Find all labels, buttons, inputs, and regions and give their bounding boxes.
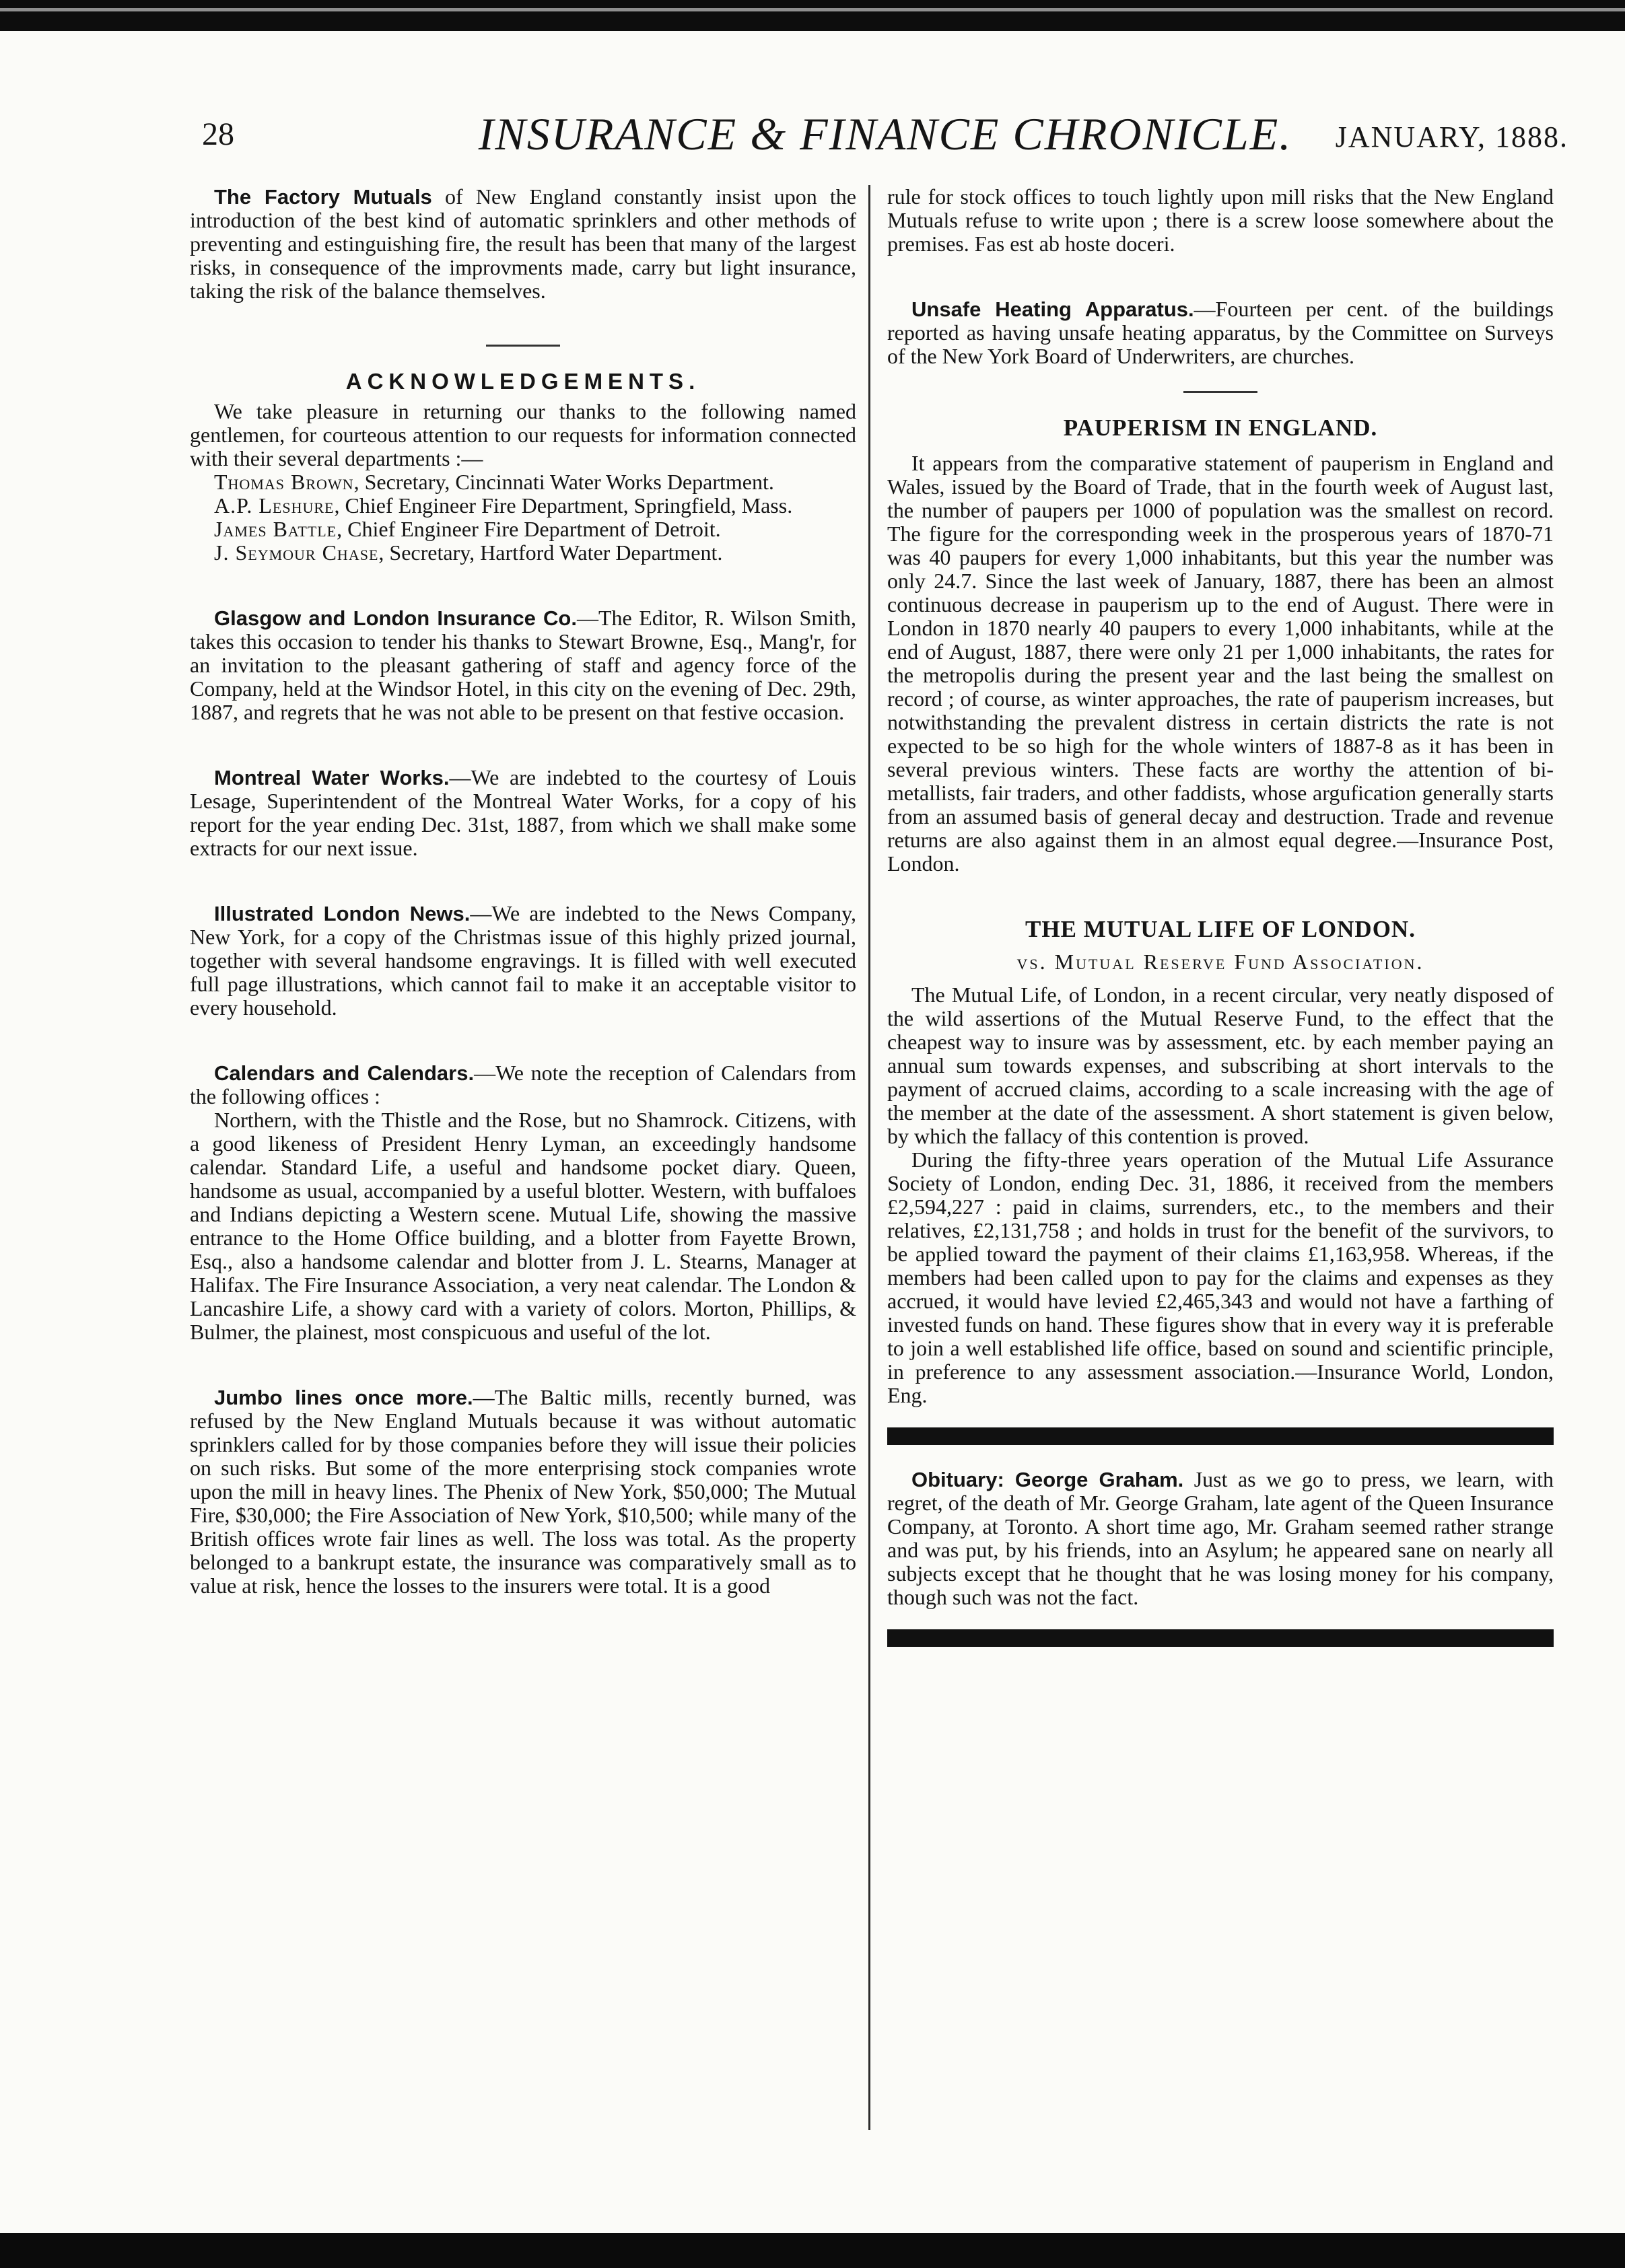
ack-name: A.P. Leshure — [214, 493, 335, 518]
pauperism-text: It appears from the comparative statement of pauperism in England and Wales, issued by the Board of Trade, that in the fourth week of August last, the number of paupers per 1000 of population was the smallest on record. The figure for the corresponding week in the prosperous years of 1870-71 was 40 paupers for every 1,000 inhabitants, but this year the number was only 24.7. Since the last week of January, 1887, there has been an almost continuous decrease in pauperism up to the end of August. There were in London in 1870 nearly 40 paupers to every 1,000 inhabitants, while at the end of August, 1887, there were only 21 per 1,000 inhabitants, the rates for the metropolis during the present year and the last being the smallest on record ; of course, as winter approaches, the rate of pauperism increases, but notwithstanding the prevalent distress in certain districts the rate is not expected to be so high for the whole winters of 1887-8 as it has been in several previous winters. These facts are worthy the attention of bi-metallists, fair traders, and other faddists, whose argufication generally starts from an assumed basis of general decay and destruction. Trade and revenue returns are also against them in an almost equal degree.—Insurance Post, London. — [887, 451, 1554, 876]
ack-name: J. Seymour Chase — [214, 540, 379, 565]
calendars-text: —We note the reception of Calendars from the following offices : — [190, 1061, 857, 1108]
glasgow-lead: Glasgow and London Insurance Co. — [214, 606, 577, 630]
glasgow-paragraph — [190, 606, 856, 724]
ack-item — [190, 518, 856, 541]
factory-mutuals-paragraph — [190, 185, 856, 303]
calendars-paragraph — [190, 1061, 856, 1108]
page-number: 28 — [202, 116, 234, 152]
obituary-lead: Obituary: George Graham. — [911, 1468, 1184, 1491]
mutual-life-paragraph-1: The Mutual Life, of London, in a recent circular, very neatly disposed of the wild assertions of the Mutual Reserve Fund, to the effect that the cheapest way to insure was by assessment, etc. by each member paying an annual sum towards expenses, and subscribing at short intervals to the payment of accrued claims, according to a scale increasing with the age of the member at the date of the assessment. A short statement is given below, by which the fallacy of this contention is proved. — [887, 983, 1554, 1148]
top-border-bar — [0, 0, 1625, 31]
illustrated-news-lead: Illustrated London News. — [214, 902, 471, 925]
column-divider — [868, 185, 870, 2130]
calendars-list: Northern, with the Thistle and the Rose, but no Shamrock. Citizens, with a good likeness of President Henry Lyman, an exceedingly handsome calendar. Standard Life, a useful and handsome pocket diary. Queen, handsome as usual, accompanied by a useful blotter. Western, with buffaloes and Indians depicting a Western scene. Mutual Life, showing the massive entrance to the Home Office building, and a blotter from Fayette Brown, Esq., also a handsome calendar and blotter from J. L. Stearns, Manager at Halifax. The Fire Insurance Association, a very neat calendar. The London & Lancashire Life, a showy card with a variety of colors. Morton, Phillips, & Bulmer, the plainest, most conspicuous and useful of the lot. — [190, 1108, 856, 1344]
black-rule — [887, 1427, 1554, 1445]
bottom-border-bar — [0, 2233, 1625, 2268]
ack-text: , Secretary, Cincinnati Water Works Department. — [353, 470, 774, 494]
mutual-life-subheading: vs. Mutual Reserve Fund Association. — [1016, 950, 1424, 974]
unsafe-heating-text: —Fourteen per cent. of the buildings reported as having unsafe heating apparatus, by the Committee on Surveys of the New York Board of Underwriters, are churches. — [887, 297, 1554, 368]
montreal-paragraph — [190, 766, 856, 860]
publication-title: INSURANCE & FINANCE CHRONICLE. — [478, 108, 1292, 160]
illustrated-news-text: —We are indebted to the News Company, New York, for a copy of the Christmas issue of this highly prized journal, together with several handsome engravings. It is filled with well executed full page illustrations, which cannot fail to make it an acceptable visitor to every household. — [190, 901, 856, 1020]
jumbo-lines-lead: Jumbo lines once more. — [214, 1386, 473, 1409]
factory-mutuals-lead: The Factory Mutuals — [214, 185, 432, 209]
calendars-lead: Calendars and Calendars. — [214, 1061, 475, 1085]
ack-item — [190, 541, 856, 565]
ack-text: , Chief Engineer Fire Department of Detroit. — [337, 517, 721, 541]
issue-date: JANUARY, 1888. — [1335, 120, 1568, 153]
mutual-life-paragraph-2: During the fifty-three years operation of the Mutual Life Assurance Society of London, ending Dec. 31, 1886, it received from the members £2,594,227 : paid in claims, surrenders, etc., to the members and their relatives, £2,131,758 ; and holds in trust for the benefit of the survivors, to be applied toward the payment of their claims £1,163,958. Whereas, if the members had been called upon to pay for the claims and expenses as they accrued, it would have levied £2,465,343 and would not have a farthing of invested funds on hand. These figures show that in every way it is preferable to join a well established life office, based on sound and scientific principle, in preference to any assessment association.—Insurance World, London, Eng. — [887, 1147, 1554, 1407]
black-rule — [887, 1629, 1554, 1647]
glasgow-text: —The Editor, R. Wilson Smith, takes this occasion to tender his thanks to Stewart Browne, Esq., Mang'r, for an invitation to the pleasant gathering of staff and agency force of the Company, held at the Windsor Hotel, in this city on the evening of Dec. 29th, 1887, and regrets that he was not able to be present on that festive occasion. — [190, 606, 856, 724]
acknowledgements-heading: ACKNOWLEDGEMENTS. — [345, 369, 701, 394]
illustrated-news-paragraph — [190, 902, 856, 1020]
page-header — [175, 108, 1595, 162]
montreal-lead: Montreal Water Works. — [214, 766, 450, 789]
continued-paragraph: rule for stock offices to touch lightly upon mill risks that the New England Mutuals refuse to write upon ; there is a screw loose somewhere about the premises. Fas est ab hoste doceri. — [887, 184, 1554, 256]
ack-name: James Battle — [214, 517, 337, 541]
ack-item — [190, 470, 856, 494]
factory-mutuals-text: of New England constantly insist upon the introduction of the best kind of automatic sprinklers and other methods of preventing and estinguishing fire, the result has been that many of the largest risks, in consequence of the improvments made, carry but light insurance, taking the risk of the balance themselves. — [190, 184, 857, 303]
ack-name: Thomas Brown — [214, 470, 354, 494]
right-column — [887, 185, 1554, 1647]
ack-item — [190, 494, 856, 518]
ack-text: , Secretary, Hartford Water Department. — [378, 540, 723, 565]
unsafe-heating-paragraph — [887, 297, 1554, 368]
pauperism-heading: PAUPERISM IN ENGLAND. — [1063, 415, 1378, 441]
ack-text: , Chief Engineer Fire Department, Springfield, Mass. — [334, 493, 793, 518]
unsafe-heating-lead: Unsafe Heating Apparatus. — [911, 297, 1194, 321]
jumbo-lines-text: —The Baltic mills, recently burned, was refused by the New England Mutuals because it was without automatic sprinklers called for by those companies before they will issue their policies on such risks. But some of the more enterprising stock companies wrote upon the mill in heavy lines. The Phenix of New York, $50,000; The Mutual Fire, $30,000; the Fire Association of New York, $10,500; while many of the British offices wrote fair lines as well. The loss was total. As the property belonged to a bankrupt estate, the insurance was comparatively small as to value at risk, hence the losses to the insurers were total. It is a good — [190, 1385, 856, 1598]
montreal-text: —We are indebted to the courtesy of Louis Lesage, Superintendent of the Montreal Water Works, for a copy of his report for the year ending Dec. 31st, 1887, from which we shall make some extracts for our next issue. — [190, 765, 856, 860]
left-column — [190, 185, 856, 1598]
jumbo-lines-paragraph — [190, 1386, 856, 1598]
acknowledgements-intro: We take pleasure in returning our thanks to the following named gentlemen, for courteous attention to our requests for information connected with their several departments :— — [190, 399, 856, 470]
obituary-text: Just as we go to press, we learn, with regret, of the death of Mr. George Graham, late agent of the Queen Insurance Company, at Toronto. A short time ago, Mr. Graham seemed rather strange and was put, by his friends, into an Asylum; he appeared sane on nearly all subjects except that he thought that he was losing money for his company, though such was not the fact. — [887, 1467, 1554, 1609]
obituary-paragraph — [887, 1468, 1554, 1609]
mutual-life-heading: THE MUTUAL LIFE OF LONDON. — [1025, 916, 1416, 942]
